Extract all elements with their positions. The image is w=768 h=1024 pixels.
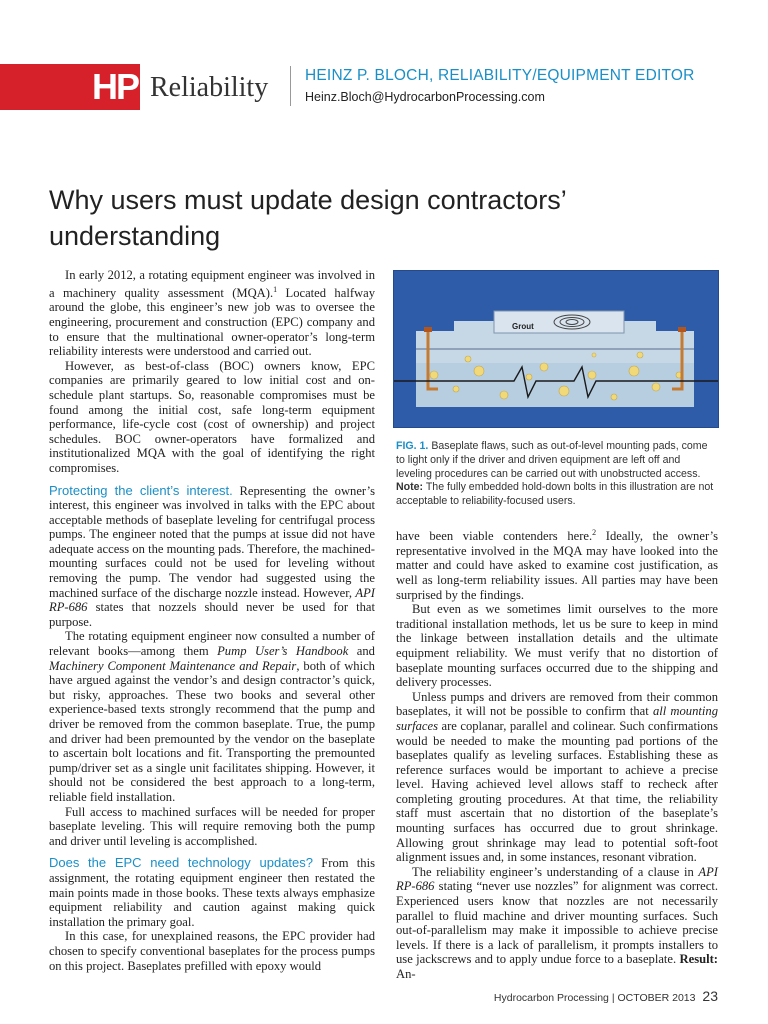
paragraph: The rotating equipment engineer now consulted a number of relevant books—among them Pump User’s Handbook and Machinery Component Maintenance and Repair, both of which have argued against the vendor’s and design contractor’s quick, but risky, approaches. These two books and several other experience-based texts strongly recommend that the pump and driver be removed from the common baseplate. True, the pump and driver had been premounted by the vendor on the baseplate to ascertain bolt locations and fit. Transporting the premounted pump/driver set as a single unit facilitates shipping. However, it should not be considered the best approach to a long-term, reliable field installation. bbox=[49, 629, 375, 804]
page-number: 23 bbox=[702, 988, 718, 1004]
paragraph: In this case, for unexplained reasons, the EPC provider had chosen to specify conventional baseplates for the process pumps on this project. Baseplates prefilled with epoxy would bbox=[49, 929, 375, 973]
section-name: Reliability bbox=[150, 72, 269, 103]
paragraph: Does the EPC need technology updates? From this assignment, the rotating equipment engineer then restated the main points made in those books. These texts always emphasize equipment reliability and caution against making quick installation the primary goal. bbox=[49, 855, 375, 929]
paragraph: Protecting the client’s interest. Representing the owner’s interest, this engineer was involved in talks with the EPC about acceptable methods of baseplate leveling for centrifugal process pumps. The engineer noted that the pumps at issue did not have adequate access on the mounting pads. Therefore, the machined-mounting surfaces could not be used for leveling without removing the pump. The vendor had suggested using the machined surface of the discharge nozzle instead. However, API RP-686 states that nozzels should never be used for that purpose. bbox=[49, 482, 375, 629]
header-divider bbox=[290, 66, 291, 106]
paragraph: have been viable contenders here.$^2$ Ideally, the owner’s representative involved in the MQA may have looked into the matter and could have asked to examine cost justification, as well as long-term reliability issues. All parties may have been surprised by the findings. bbox=[396, 528, 718, 602]
paragraph: However, as best-of-class (BOC) owners know, EPC companies are primarily geared to low initial cost and on-schedule plant startups. So, reasonable compromises must be found among the initial cost, safe long-term equipment performance, life-cycle cost (cost of ownership) and project schedules. BOC owner-operators have formalized and institutionalized MQA with the goal of identifying the right compromises. bbox=[49, 358, 375, 475]
paragraph: The reliability engineer’s understanding of a clause in API RP-686 stating “never use nozzles” for alignment was correct. Experienced users know that nozzles are not necessarily parallel to fluid machine and driver mounting surfaces. Such out-of-parallelism may make it impossible to achieve precise levels. If there is a lack of parallelism, it prompts installers to use jackscrews and to apply undue force to a baseplate. Result: An- bbox=[396, 864, 718, 981]
issue-date: OCTOBER 2013 bbox=[617, 992, 696, 1004]
editor-email[interactable]: Heinz.Bloch@HydrocarbonProcessing.com bbox=[305, 90, 545, 104]
paragraph: In early 2012, a rotating equipment engineer was involved in a machinery quality assessment (MQA).$^1$ Located halfway around the globe, this engineer’s new job was to oversee the engineering, procurement and construction (EPC) company and to ensure that the multinational owner-operator’s long-term reliability interests were understood and carried out. bbox=[49, 268, 375, 359]
paragraph: Unless pumps and drivers are removed from their common baseplates, it will not be possible to confirm that all mounting surfaces are coplanar, parallel and colinear. Such confirmations would be needed to make the mounting pad portions of the baseplates qualify as leveling surfaces. Establishing these as reference surfaces would be important to achieve a precise level. Having achieved level allows staff to recheck after completing grouting procedures. At that time, the reliability staff must ascertain that no distortion of the baseplate’s mounting surfaces has occurred due to grout shrinkage. Allowing grout shrinkage may lead to potential soft-foot alignment issues and, in some instances, resonant vibration. bbox=[396, 689, 718, 865]
figure-baseplate-illustration bbox=[393, 270, 719, 428]
baseplate-diagram bbox=[394, 271, 718, 427]
footer-separator: | bbox=[611, 992, 615, 1004]
editor-name: HEINZ P. BLOCH, RELIABILITY/EQUIPMENT EDITOR bbox=[305, 67, 695, 84]
subhead-epc-updates: Does the EPC need technology updates? bbox=[49, 855, 313, 871]
hp-logo: HP bbox=[92, 66, 139, 107]
section-header bbox=[0, 64, 768, 110]
figure-caption: FIG. 1. Baseplate flaws, such as out-of-level mounting pads, come to light only if the driver and driven equipment are left off and leveling procedures can be carried out with unobstructed access. Note: The fully embedded hold-down bolts in this illustration are not acceptable to reliability-focused users. bbox=[396, 440, 714, 508]
article-column-right bbox=[396, 526, 718, 982]
paragraph: Full access to machined surfaces will be needed for proper baseplate leveling. This will require removing both the pump and driver until leveling is accomplished. bbox=[49, 804, 375, 848]
paragraph: But even as we sometimes limit ourselves to the more traditional installation methods, let us be sure to keep in mind the linkage between installation details and the ultimate equipment reliability. We must verify that no distortion of baseplate mounting surfaces occurred due to the shipping and delivery processes. bbox=[396, 602, 718, 690]
page-footer bbox=[494, 988, 718, 1006]
grout-label: Grout bbox=[512, 322, 534, 331]
article-column-left bbox=[49, 268, 375, 973]
figure-label: FIG. 1. bbox=[396, 440, 429, 452]
subhead-protecting: Protecting the client’s interest. bbox=[49, 482, 233, 498]
article-title: Why users must update design contractors’ understanding bbox=[49, 185, 566, 251]
publication-name: Hydrocarbon Processing bbox=[493, 992, 609, 1004]
